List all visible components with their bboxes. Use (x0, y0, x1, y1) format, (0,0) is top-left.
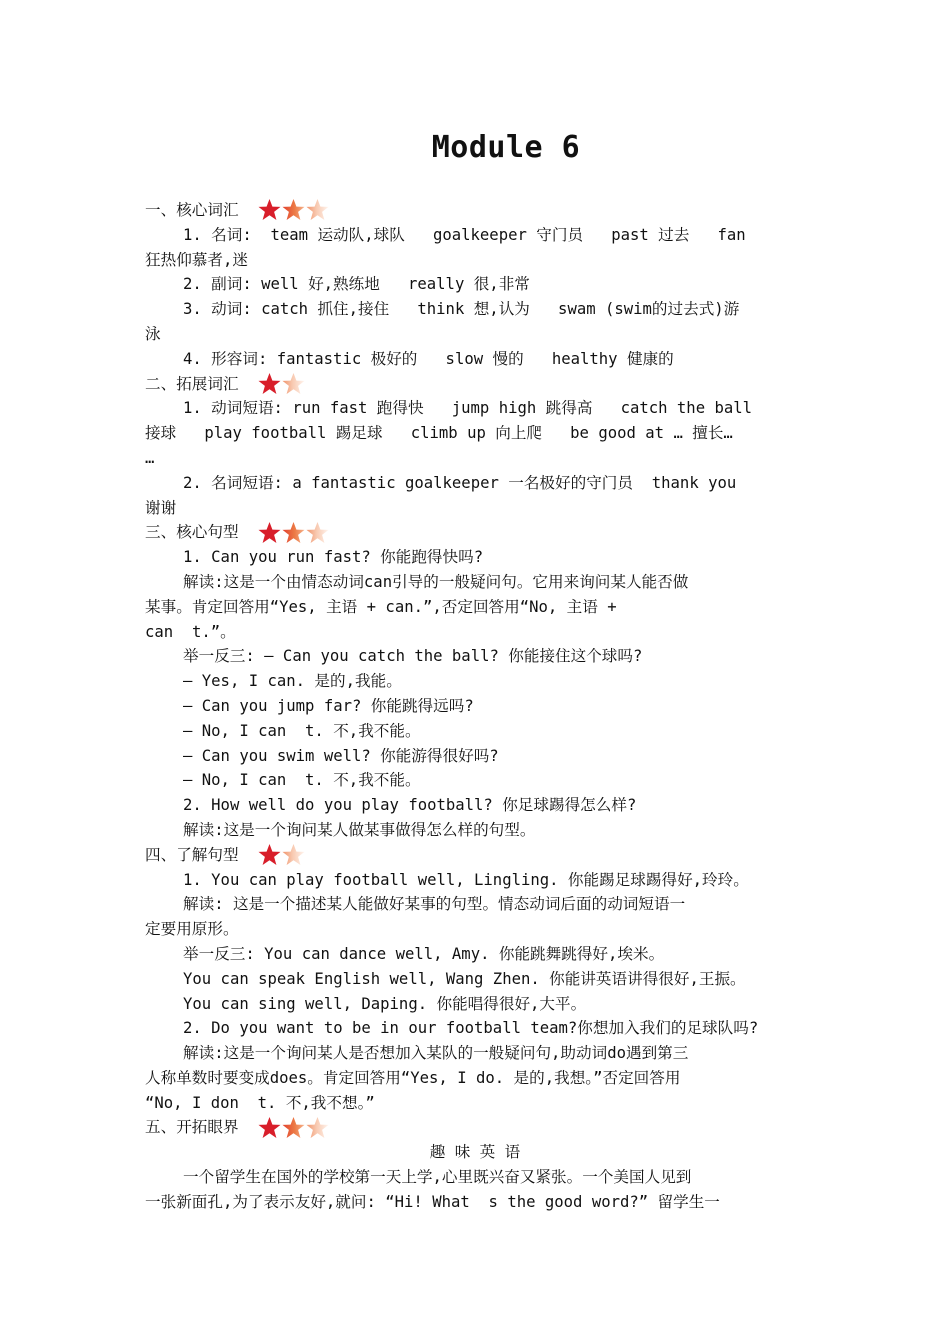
text-line: You can speak English well, Wang Zhen. 你能讲英语讲得很好,王振。 (183, 969, 746, 988)
text-line: 接球 play football 踢足球 climb up 向上爬 be good at … 擅长… (145, 424, 733, 443)
star-icon (281, 372, 306, 396)
text-line: 1. 动词短语: run fast 跑得快 jump high 跳得高 catch the ball (183, 399, 753, 418)
text-line: 定要用原形。 (145, 920, 239, 939)
text-line: 2. 副词: well 好,熟练地 really 很,非常 (183, 275, 530, 294)
page-title: Module 6 (431, 130, 581, 165)
two-star-rating-icon (257, 843, 305, 867)
star-icon (305, 198, 330, 222)
text-line: You can sing well, Daping. 你能唱得很好,大平。 (183, 994, 587, 1013)
star-icon (281, 843, 306, 867)
text-line: 举一反三: — Can you catch the ball? 你能接住这个球吗? (183, 647, 643, 666)
star-icon (257, 198, 282, 222)
section-title: 五、开拓眼界 (145, 1118, 239, 1137)
text-line: 举一反三: You can dance well, Amy. 你能跳舞跳得好,埃米。 (183, 944, 665, 963)
three-star-rating-icon (257, 521, 329, 545)
text-line: — Yes, I can. 是的,我能。 (183, 672, 402, 691)
star-icon (257, 1116, 282, 1140)
text-line: can t.”。 (145, 622, 236, 641)
text-line: — Can you jump far? 你能跳得远吗? (183, 696, 474, 715)
text-line: 4. 形容词: fantastic 极好的 slow 慢的 healthy 健康的 (183, 349, 674, 368)
section-heading (145, 372, 805, 397)
section-heading (145, 198, 805, 223)
text-line: 一张新面孔,为了表示友好,就问: “Hi! What s the good word?” 留学生一 (145, 1192, 720, 1211)
text-line: 1. Can you run fast? 你能跑得快吗? (183, 548, 484, 567)
two-star-rating-icon (257, 372, 305, 396)
star-icon (257, 372, 282, 396)
text-line: 3. 动词: catch 抓住,接住 think 想,认为 swam (swim的过去式)游 (183, 300, 740, 319)
text-line: 2. 名词短语: a fantastic goalkeeper 一名极好的守门员 thank you (183, 473, 737, 492)
section-title: 一、核心词汇 (145, 201, 239, 219)
text-line: 解读:这是一个询问某人是否想加入某队的一般疑问句,助动词do遇到第三 (183, 1044, 689, 1063)
star-icon (281, 521, 306, 545)
three-star-rating-icon (257, 1116, 329, 1140)
text-line: 2. How well do you play football? 你足球踢得怎么样? (183, 796, 637, 815)
section-subtitle: 趣 味 英 语 (429, 1143, 521, 1162)
three-star-rating-icon (257, 198, 329, 222)
star-icon (305, 521, 330, 545)
text-line: — Can you swim well? 你能游得很好吗? (183, 746, 499, 765)
star-icon (257, 843, 282, 867)
star-icon (281, 1116, 306, 1140)
section-heading (145, 843, 805, 868)
text-line: 解读: 这是一个描述某人能做好某事的句型。情态动词后面的动词短语一 (183, 895, 686, 914)
text-line: 人称单数时要变成does。肯定回答用“Yes, I do. 是的,我想。”否定回答用 (145, 1068, 681, 1087)
section-title: 四、了解句型 (145, 845, 239, 864)
text-line: 一个留学生在国外的学校第一天上学,心里既兴奋又紧张。一个美国人见到 (183, 1168, 692, 1187)
text-line: 2. Do you want to be in our football team?你想加入我们的足球队吗? (183, 1019, 759, 1038)
text-line: 谢谢 (145, 498, 177, 517)
text-line: “No, I don t. 不,我不想。” (145, 1093, 375, 1112)
document-body (145, 198, 805, 1215)
text-line: 1. 名词: team 运动队,球队 goalkeeper 守门员 past 过去 fan (183, 225, 746, 244)
text-line: 解读:这是一个询问某人做某事做得怎么样的句型。 (183, 820, 536, 839)
section-title: 二、拓展词汇 (145, 374, 239, 393)
star-icon (305, 1116, 330, 1140)
star-icon (281, 198, 306, 222)
section-heading (145, 1115, 805, 1140)
text-line: … (145, 448, 155, 467)
text-line: 狂热仰慕者,迷 (145, 250, 248, 269)
section-title: 三、核心句型 (145, 523, 239, 542)
text-line: 解读:这是一个由情态动词can引导的一般疑问句。它用来询问某人能否做 (183, 572, 689, 591)
section-heading (145, 520, 805, 545)
text-line: 1. You can play football well, Lingling. 你能踢足球踢得好,玲玲。 (183, 870, 749, 889)
star-icon (257, 521, 282, 545)
text-line: — No, I can t. 不,我不能。 (183, 721, 421, 740)
text-line: 某事。肯定回答用“Yes, 主语 + can.”,否定回答用“No, 主语 + (145, 597, 617, 616)
text-line: — No, I can t. 不,我不能。 (183, 771, 421, 790)
text-line: 泳 (145, 324, 161, 343)
